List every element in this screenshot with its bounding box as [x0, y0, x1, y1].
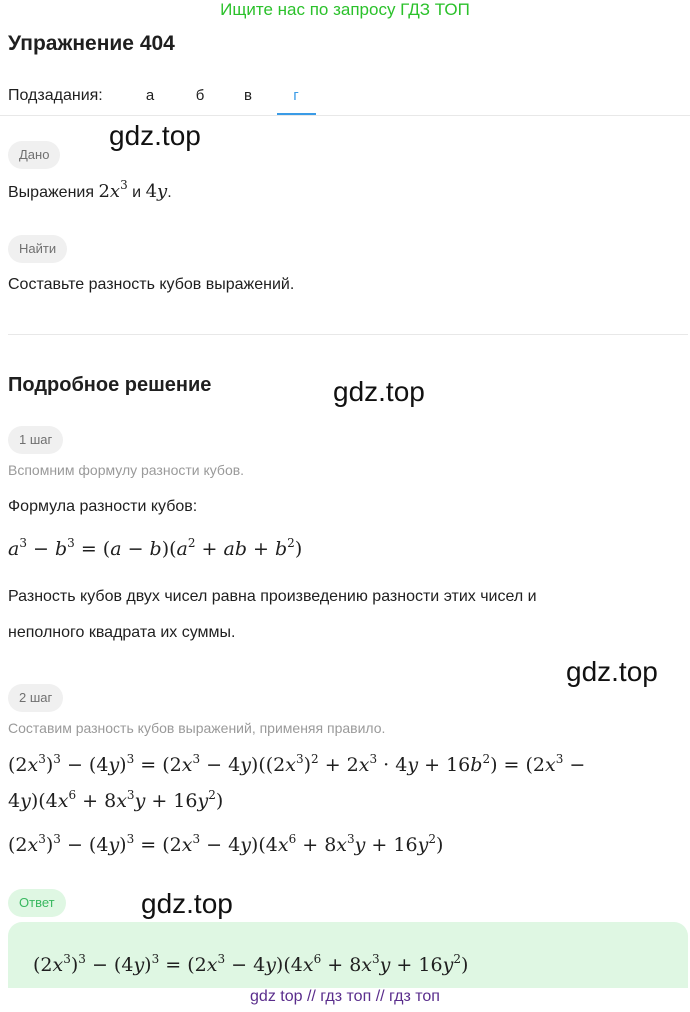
- find-badge: Найти: [8, 235, 67, 263]
- step2-expansion-line1: $(2x^3)^3 - (4y)^3 = (2x^3 - 4y)((2x^3)^2 + 2x^3 \cdot 4y + 16b^2) = (2x^3$ −: [8, 752, 586, 776]
- search-banner[interactable]: Ищите нас по запросу ГДЗ ТОП: [220, 0, 470, 19]
- answer-badge: Ответ: [8, 889, 66, 917]
- tab-g[interactable]: г: [293, 87, 299, 104]
- step2-badge: 2 шаг: [8, 684, 63, 712]
- step2-hint: Составим разность кубов выражений, применяя правило.: [8, 720, 386, 736]
- tabs-divider: [0, 115, 690, 116]
- difference-of-cubes-formula: $a^3 - b^3 = (a - b)(a^2$ + ab + $b^2$): [8, 536, 303, 560]
- given-badge: Дано: [8, 141, 60, 169]
- subtasks-label: Подзадания:: [8, 87, 103, 104]
- step1-hint: Вспомним формулу разности кубов.: [8, 462, 245, 478]
- given-conj: и: [132, 184, 142, 201]
- footer-links[interactable]: gdz top // гдз топ // гдз топ: [250, 988, 440, 1005]
- answer-formula: $(2x^3)^3 - (4y)^3 = (2x^3 - 4y)(4x^6 + 8x^3y + 16y^2)$: [33, 952, 469, 976]
- active-tab-indicator: [277, 113, 316, 115]
- tab-a[interactable]: а: [145, 87, 155, 104]
- given-text: Выражения $2x^3$ и 4y.: [8, 178, 172, 202]
- page-title: Упражнение 404: [8, 32, 175, 55]
- given-expr1: $2x^3$: [98, 178, 128, 202]
- find-text: Составьте разность кубов выражений.: [8, 276, 295, 293]
- step1-explanation-line1: Разность кубов двух чисел равна произведению разности этих чисел и: [8, 588, 537, 605]
- step2-expansion-line2: $4y)(4x^6 + 8x^3y + 16y^2)$: [8, 788, 224, 812]
- tab-b[interactable]: б: [195, 87, 205, 104]
- solution-heading: Подробное решение: [8, 374, 212, 396]
- given-expr2: 4y: [145, 181, 168, 202]
- step1-badge: 1 шаг: [8, 426, 63, 454]
- watermark: gdz.top: [333, 376, 425, 407]
- watermark: gdz.top: [566, 656, 658, 687]
- watermark: gdz.top: [109, 120, 201, 151]
- step1-label: Формула разности кубов:: [8, 498, 198, 515]
- tab-v[interactable]: в: [244, 87, 252, 104]
- given-prefix: Выражения: [8, 184, 95, 201]
- step2-result: $(2x^3)^3 - (4y)^3 = (2x^3 - 4y)(4x^6 + 8x^3y + 16y^2)$: [8, 832, 444, 856]
- section-divider: [8, 334, 688, 335]
- watermark: gdz.top: [141, 888, 233, 919]
- step1-explanation-line2: неполного квадрата их суммы.: [8, 624, 236, 641]
